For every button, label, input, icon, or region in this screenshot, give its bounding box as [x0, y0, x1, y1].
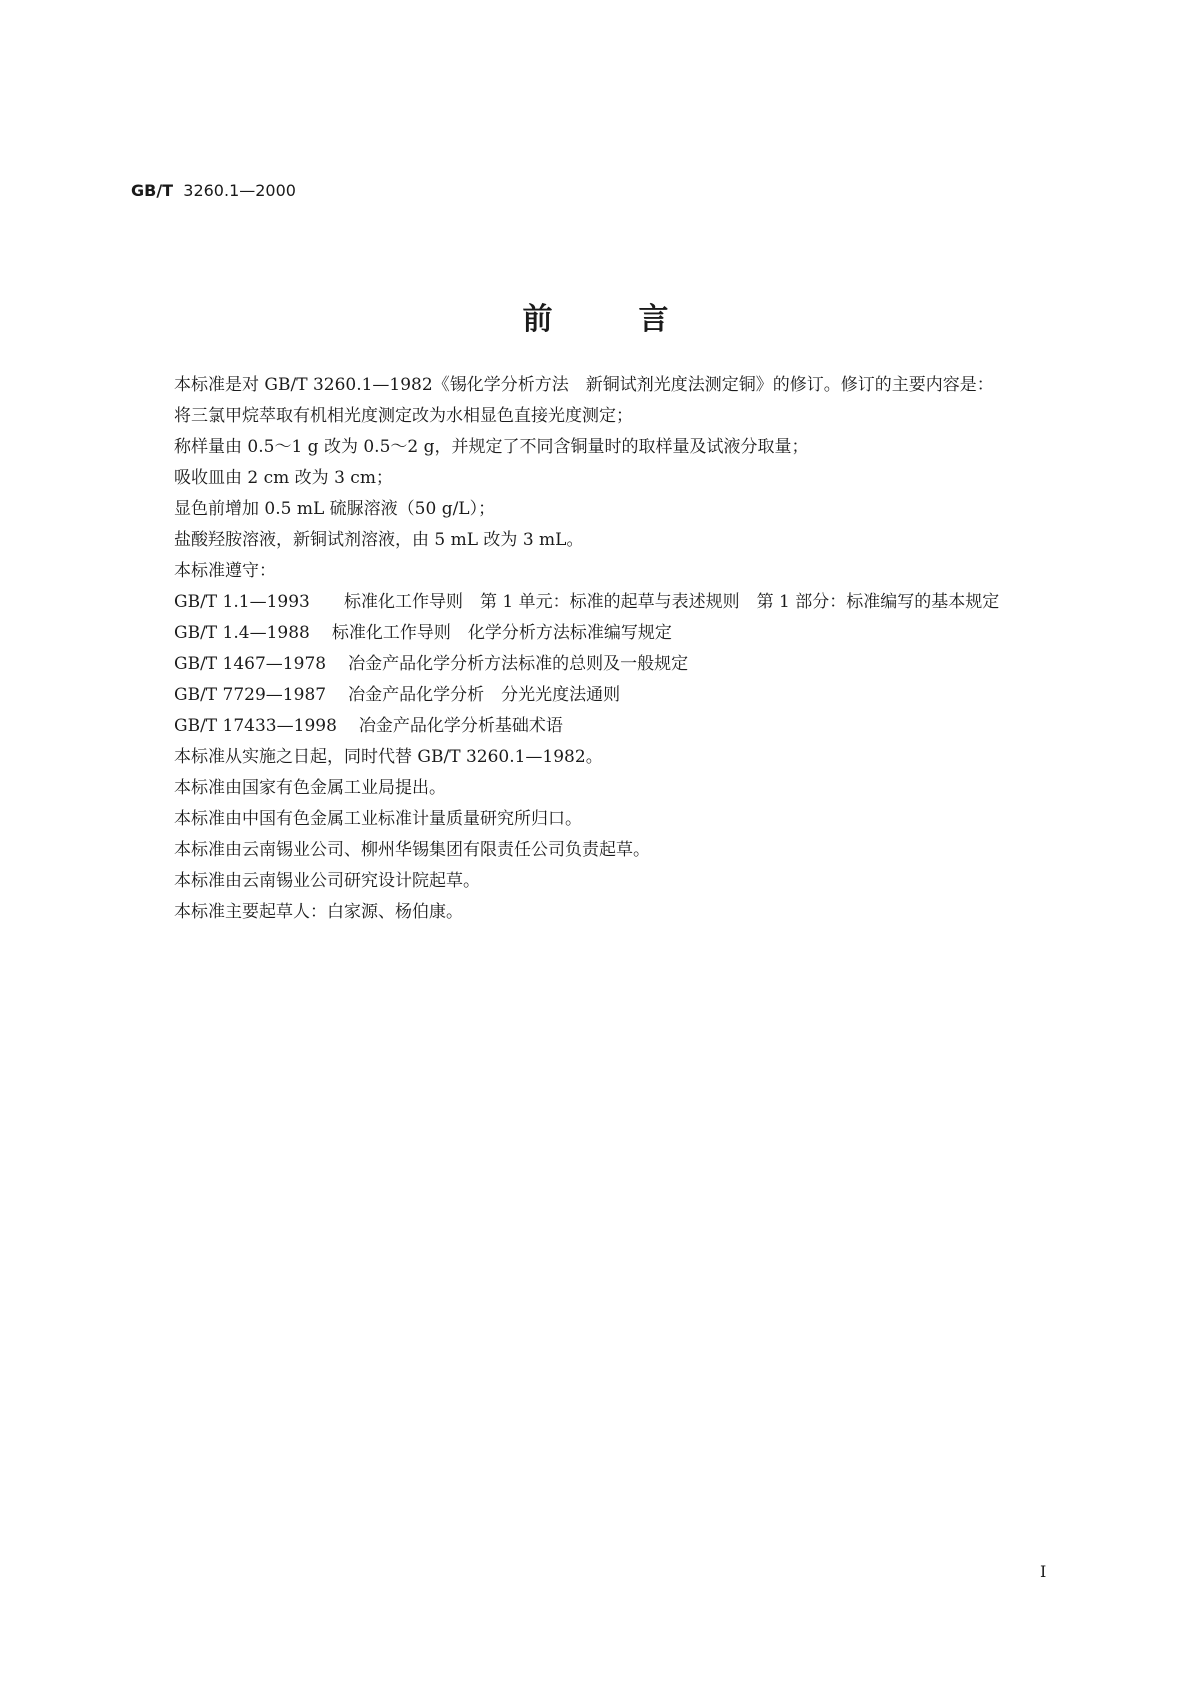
- reference-number: GB/T 1.1—1993: [174, 592, 310, 612]
- change-item: 盐酸羟胺溶液，新铜试剂溶液，由 5 mL 改为 3 mL。: [174, 530, 584, 550]
- standard-code: GB/T: [131, 181, 174, 200]
- reference-number: GB/T 7729—1987: [174, 685, 327, 705]
- change-item: 吸收皿由 2 cm 改为 3 cm；: [174, 468, 393, 488]
- change-item: 称样量由 0.5～1 g 改为 0.5～2 g，并规定了不同含铜量时的取样量及试液分取量；: [174, 437, 809, 457]
- reference-item: [131, 711, 1056, 742]
- reference-number: GB/T 1467—1978: [174, 654, 327, 674]
- foreword-body: [131, 370, 1056, 928]
- reference-item: [131, 680, 1056, 711]
- drafters-paragraph: 本标准主要起草人：白家源、杨伯康。: [174, 902, 463, 922]
- comply-heading: 本标准遵守：: [174, 561, 276, 581]
- change-item: 显色前增加 0.5 mL 硫脲溶液（50 g/L）；: [174, 499, 496, 519]
- reference-title: 冶金产品化学分析 分光光度法通则: [348, 685, 621, 705]
- responsible-paragraph: 本标准由云南锡业公司、柳州华锡集团有限责任公司负责起草。: [174, 840, 650, 860]
- reference-item: [131, 618, 1056, 649]
- effective-paragraph: 本标准从实施之日起，同时代替 GB/T 3260.1—1982。: [174, 747, 603, 767]
- centralized-paragraph: 本标准由中国有色金属工业标准计量质量研究所归口。: [174, 809, 582, 829]
- page-number: I: [1040, 1562, 1047, 1581]
- reference-number: GB/T 1.4—1988: [174, 623, 310, 643]
- document-header: [131, 181, 296, 200]
- intro-paragraph: 本标准是对 GB/T 3260.1—1982《锡化学分析方法 新铜试剂光度法测定铜》的修订。修订的主要内容是：: [174, 375, 994, 395]
- drafted-paragraph: 本标准由云南锡业公司研究设计院起草。: [174, 871, 480, 891]
- reference-title: 标准化工作导则 第 1 单元：标准的起草与表述规则 第 1 部分：标准编写的基本规定: [344, 592, 1000, 612]
- reference-title: 冶金产品化学分析方法标准的总则及一般规定: [348, 654, 689, 674]
- section-title: 前言: [522, 302, 755, 337]
- reference-item: [131, 587, 1056, 618]
- standard-number: 3260.1—2000: [183, 181, 296, 200]
- change-item: 将三氯甲烷萃取有机相光度测定改为水相显色直接光度测定；: [174, 406, 633, 426]
- proposed-paragraph: 本标准由国家有色金属工业局提出。: [174, 778, 446, 798]
- reference-number: GB/T 17433—1998: [174, 716, 337, 736]
- reference-title: 冶金产品化学分析基础术语: [358, 716, 563, 736]
- reference-title: 标准化工作导则 化学分析方法标准编写规定: [331, 623, 672, 643]
- reference-item: [131, 649, 1056, 680]
